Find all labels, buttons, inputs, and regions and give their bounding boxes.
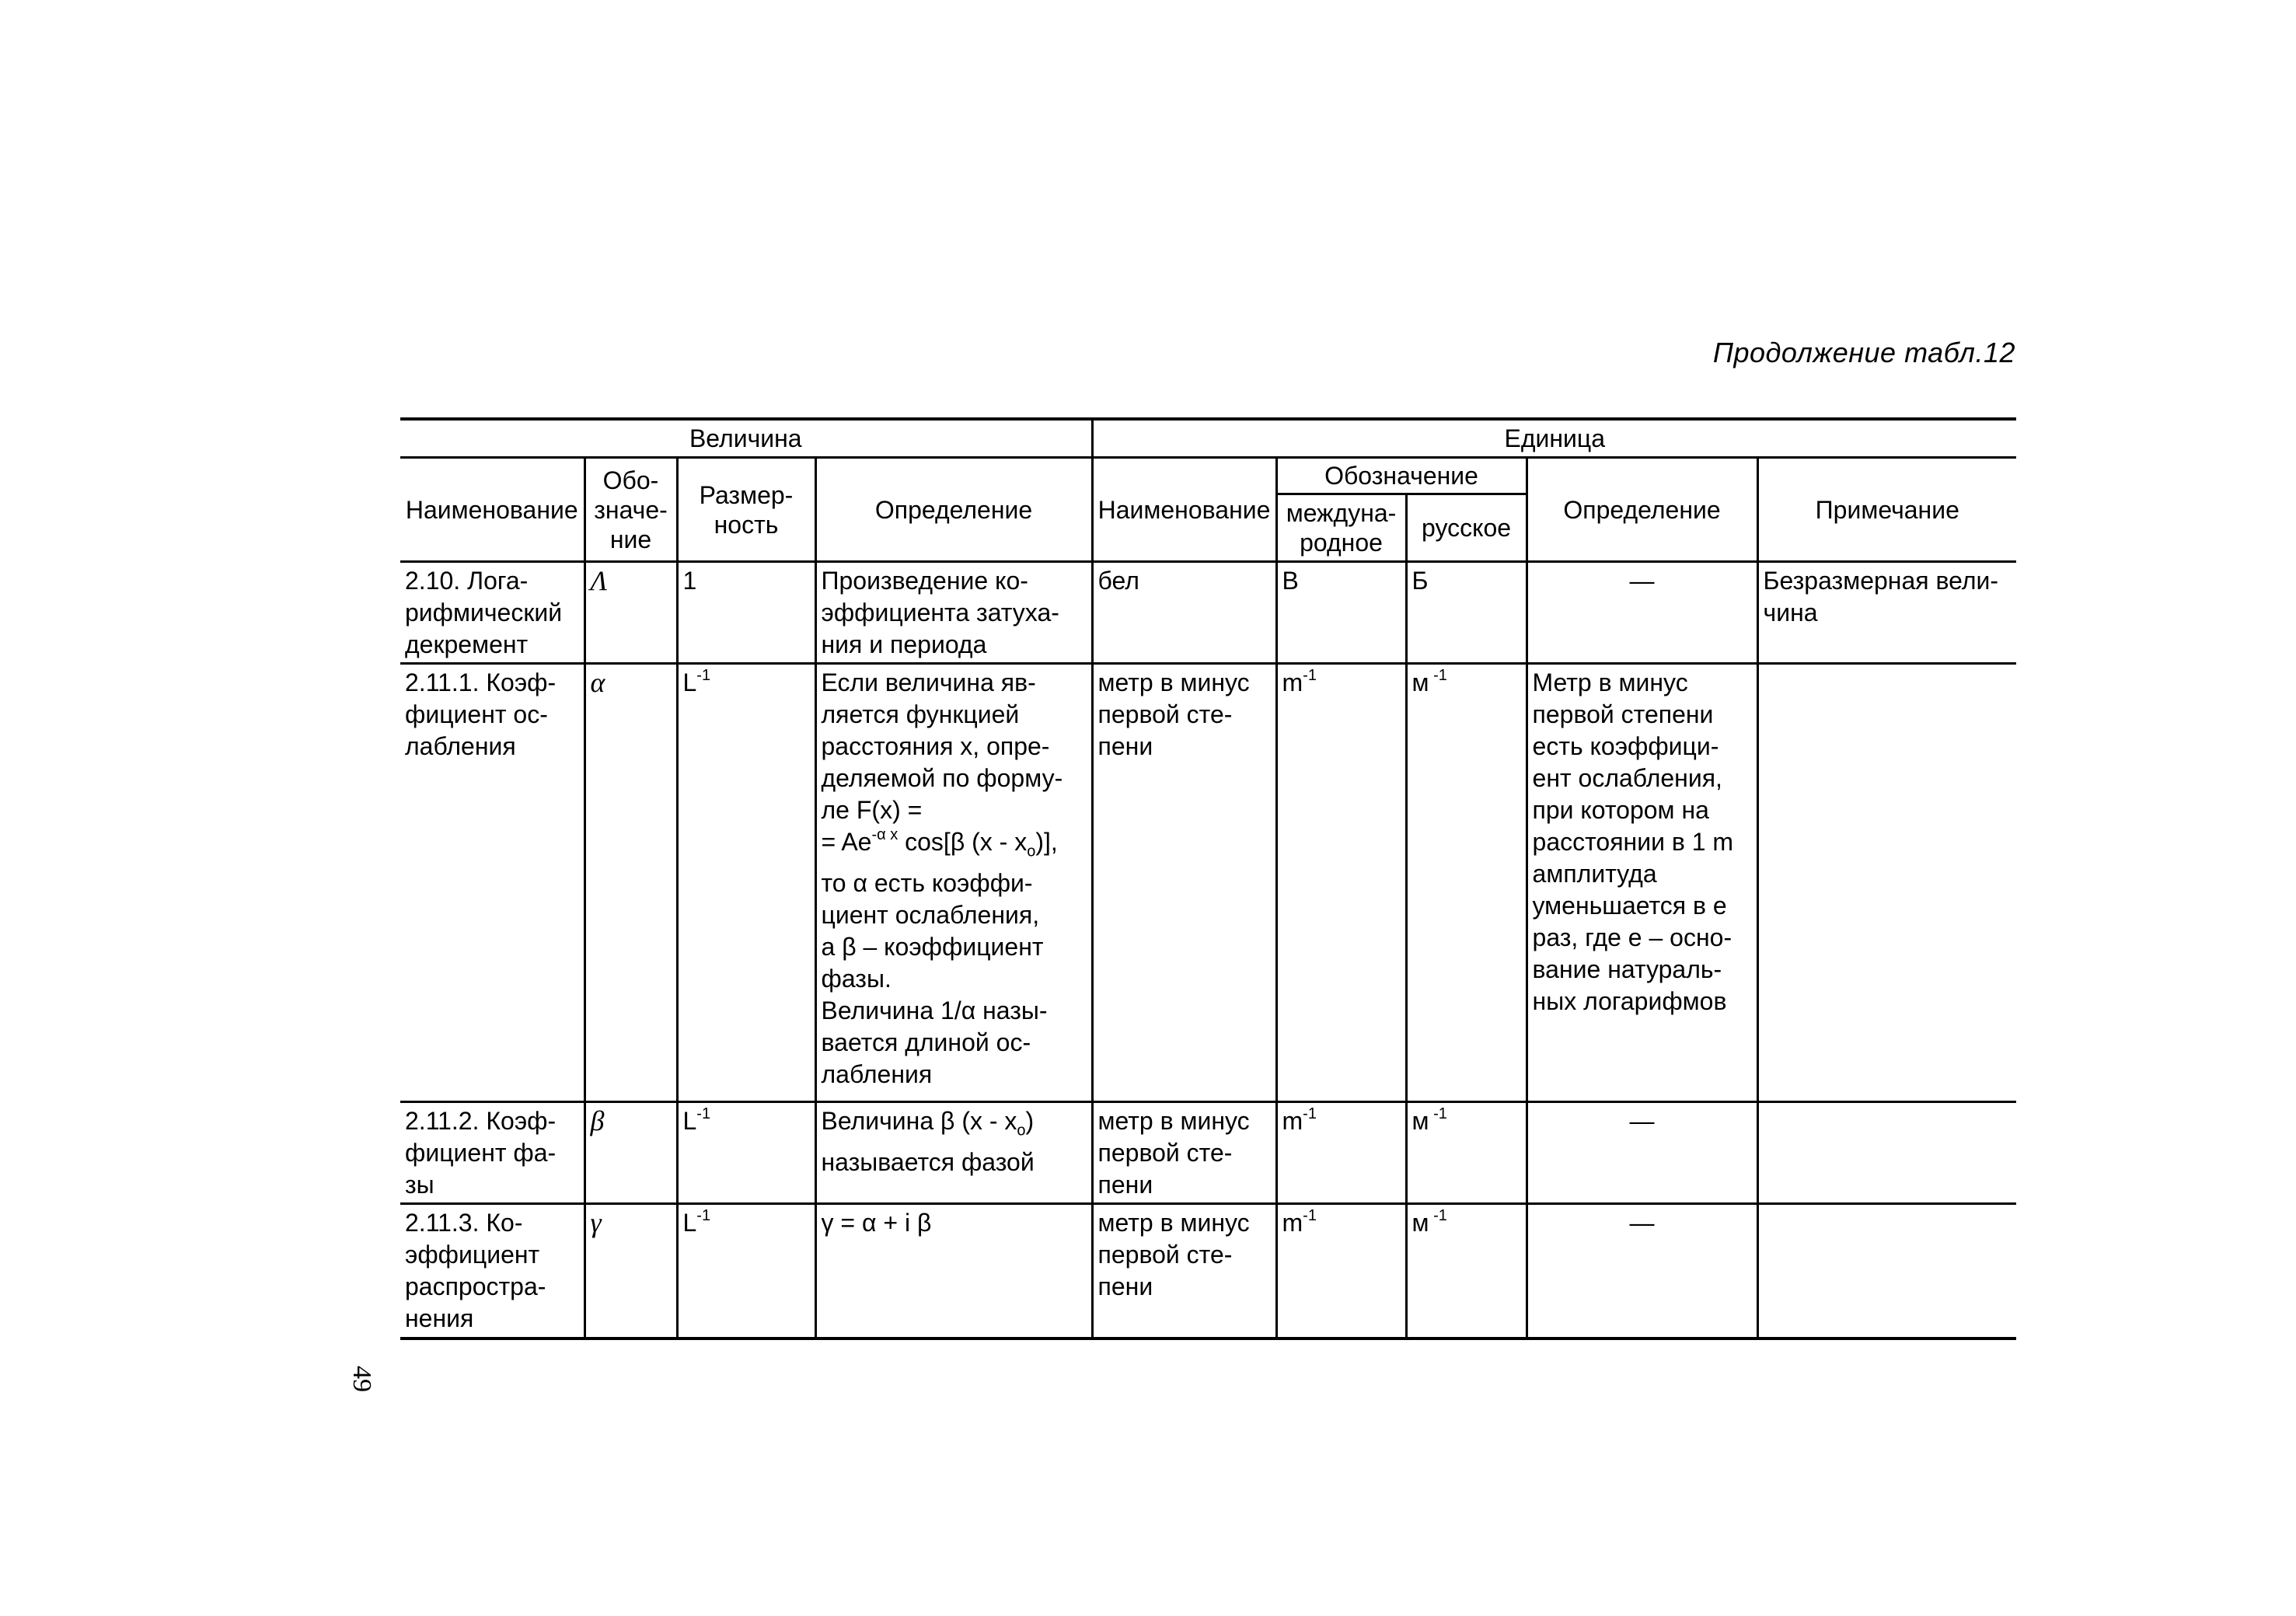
unit-symbol: м [1411, 1209, 1429, 1237]
cell-dimension [677, 562, 815, 664]
col-header-designation: Обозначение [1276, 458, 1527, 494]
table-row [400, 1102, 2016, 1204]
formula-exponent: -α x [871, 826, 899, 843]
cell-unit-definition: — [1527, 1102, 1757, 1204]
formula-subscript: o [1027, 843, 1036, 860]
cell-international [1276, 1204, 1406, 1339]
dimension-base: L [682, 1107, 697, 1135]
formula-part: )], [1035, 828, 1058, 856]
symbol-alpha: α [590, 667, 605, 698]
cell-note: Безразмерная вели- чина [1757, 562, 2016, 664]
definition-line: называется фазой [821, 1148, 1035, 1177]
cell-international [1276, 1102, 1406, 1204]
cell-unit-name: метр в минус первой сте- пени [1092, 1102, 1276, 1204]
cell-definition [815, 664, 1092, 1102]
unit-exponent: -1 [1429, 667, 1447, 684]
dimension-base: L [682, 668, 697, 696]
cell-definition [815, 1102, 1092, 1204]
definition-line: ляется функцией [821, 700, 1020, 728]
unit-exponent: -1 [1303, 1105, 1317, 1122]
cell-dimension [677, 1102, 815, 1204]
cell-symbol [584, 1204, 677, 1339]
col-header-name: Наименование [400, 458, 584, 562]
unit-exponent: -1 [1429, 1105, 1447, 1122]
cell-name: 2.11.1. Коэф- фициент ос- лабления [400, 664, 584, 1102]
definition-line: то α есть коэффи- [821, 869, 1033, 898]
definition-line: Величина 1/α назы- [821, 996, 1048, 1025]
dimension-exponent: -1 [696, 1105, 711, 1122]
unit-symbol: м [1411, 668, 1429, 696]
col-header-russian: русское [1406, 494, 1527, 562]
cell-russian [1406, 664, 1527, 1102]
symbol-gamma: γ [590, 1207, 602, 1238]
cell-name: 2.11.2. Коэф- фициент фа- зы [400, 1102, 584, 1204]
cell-unit-definition: Метр в минус первой степени есть коэффици- ент ослабления, при котором на расстоянии в 1 m амплитуда уменьшается в е раз, где е – осно- вание натураль- ных логарифмов [1527, 664, 1757, 1102]
formula-part: ) [1025, 1107, 1035, 1135]
col-header-international: междуна- родное [1276, 494, 1406, 562]
table-row [400, 664, 2016, 1102]
cell-symbol [584, 664, 677, 1102]
definition-line: ле F(x) = [821, 796, 923, 824]
col-header-unit-definition: Определение [1527, 458, 1757, 562]
cell-note [1757, 1102, 2016, 1204]
dimension-value: 1 [682, 567, 697, 595]
formula-subscript: o [1017, 1122, 1026, 1140]
page-number: 49 [347, 1366, 376, 1392]
cell-russian: Б [1406, 562, 1527, 664]
unit-symbol: m [1282, 1209, 1303, 1237]
unit-symbol: м [1411, 1107, 1429, 1135]
cell-dimension [677, 1204, 815, 1339]
table-row [400, 1204, 2016, 1339]
cell-definition: Произведение ко- эффициента затуха- ния и периода [815, 562, 1092, 664]
definition-formula [822, 826, 1087, 867]
cell-international: B [1276, 562, 1406, 664]
cell-note [1757, 664, 2016, 1102]
cell-symbol [584, 562, 677, 664]
group-header-quantity: Величина [400, 419, 1092, 458]
formula-part: = Ae [821, 828, 872, 856]
formula-part: Величина β (x - x [821, 1107, 1017, 1135]
unit-exponent: -1 [1429, 1207, 1447, 1224]
unit-exponent: -1 [1303, 667, 1317, 684]
unit-exponent: -1 [1303, 1207, 1317, 1224]
cell-dimension [677, 664, 815, 1102]
quantities-table [400, 417, 2016, 1340]
cell-definition: γ = α + i β [815, 1204, 1092, 1339]
unit-symbol: m [1282, 1107, 1303, 1135]
group-header-unit: Единица [1092, 419, 2016, 458]
cell-unit-name: метр в минус первой сте- пени [1092, 1204, 1276, 1339]
cell-unit-name: метр в минус первой сте- пени [1092, 664, 1276, 1102]
definition-line: фазы. [821, 965, 892, 993]
symbol-lambda: Λ [590, 565, 608, 596]
unit-symbol: m [1282, 668, 1303, 696]
cell-russian [1406, 1204, 1527, 1339]
table-caption: Продолжение табл.12 [1712, 337, 2015, 368]
col-header-symbol: Обо- значе- ние [584, 458, 677, 562]
cell-name: 2.11.3. Ко- эффициент распростра- нения [400, 1204, 584, 1339]
dimension-exponent: -1 [696, 667, 711, 684]
definition-line: Если величина яв- [821, 668, 1036, 696]
symbol-beta: β [590, 1105, 605, 1136]
col-header-definition: Определение [815, 458, 1092, 562]
col-header-dimension: Размер- ность [677, 458, 815, 562]
cell-name: 2.10. Лога- рифмический декремент [400, 562, 584, 664]
cell-note [1757, 1204, 2016, 1339]
cell-international [1276, 664, 1406, 1102]
dimension-base: L [682, 1209, 697, 1237]
formula-part: cos[β (x - x [898, 828, 1028, 856]
cell-russian [1406, 1102, 1527, 1204]
cell-symbol [584, 1102, 677, 1204]
cell-unit-definition: — [1527, 1204, 1757, 1339]
definition-line: а β – коэффициент [821, 933, 1044, 962]
definition-line: лабления [821, 1060, 933, 1089]
col-header-note: Примечание [1757, 458, 2016, 562]
definition-line: вается длиной ос- [821, 1028, 1031, 1057]
definition-line: расстояния x, опре- [821, 732, 1050, 760]
dimension-exponent: -1 [696, 1207, 711, 1224]
definition-line: деляемой по форму- [821, 764, 1063, 792]
table-row [400, 562, 2016, 664]
cell-unit-definition: — [1527, 562, 1757, 664]
cell-unit-name: бел [1092, 562, 1276, 664]
definition-line: циент ослабления, [821, 901, 1040, 930]
col-header-unit-name: Наименование [1092, 458, 1276, 562]
definition-line [822, 1105, 1087, 1147]
